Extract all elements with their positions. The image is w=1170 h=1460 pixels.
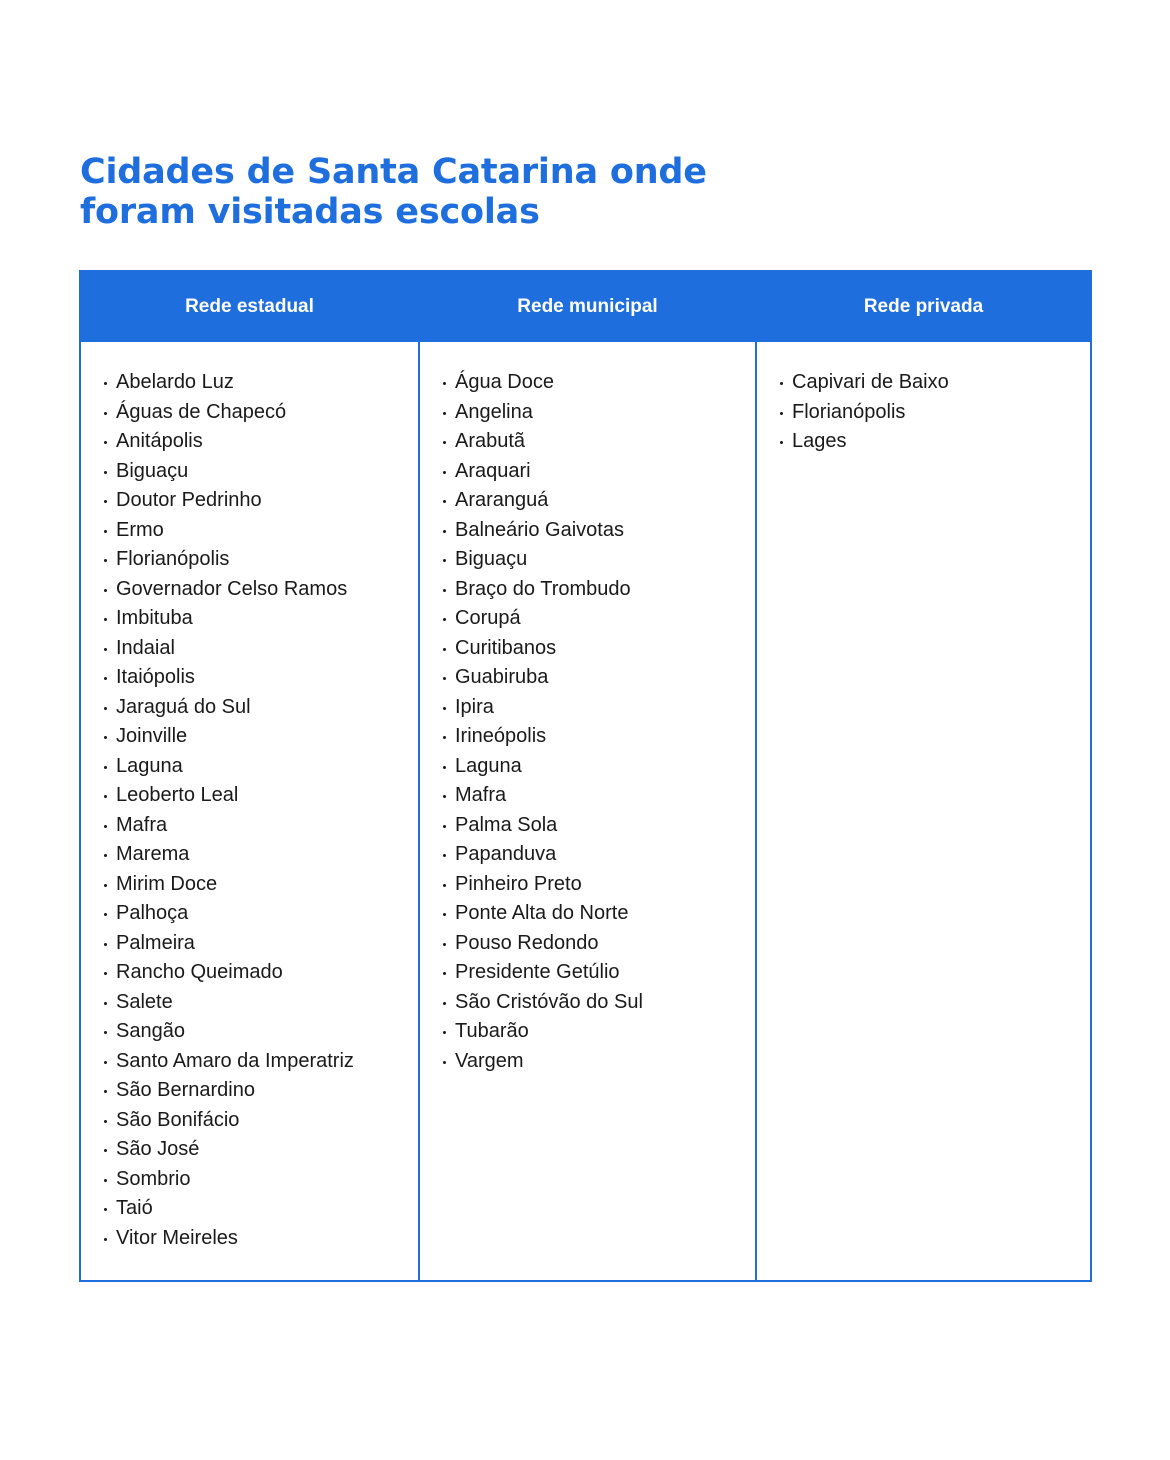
city-list-item: Araranguá xyxy=(440,486,755,516)
city-list-item: Água Doce xyxy=(440,368,755,398)
city-list-item: Arabutã xyxy=(440,427,755,457)
city-list-rede-municipal xyxy=(420,344,755,1076)
city-list-item: Palhoça xyxy=(101,899,418,929)
city-list-item: Papanduva xyxy=(440,840,755,870)
page-title-line-2: foram visitadas escolas xyxy=(80,192,540,232)
city-list-item: Florianópolis xyxy=(777,398,1090,428)
city-list-item: Ipira xyxy=(440,693,755,723)
column-rede-privada xyxy=(755,272,1090,1280)
city-list-item: Braço do Trombudo xyxy=(440,575,755,605)
city-list-item: Mafra xyxy=(101,811,418,841)
city-list-item: Abelardo Luz xyxy=(101,368,418,398)
city-list-item: Irineópolis xyxy=(440,722,755,752)
column-rede-estadual xyxy=(81,272,418,1280)
city-list-item: São Cristóvão do Sul xyxy=(440,988,755,1018)
city-list-item: Capivari de Baixo xyxy=(777,368,1090,398)
page-title-line-1: Cidades de Santa Catarina onde xyxy=(80,152,707,192)
column-header-rede-municipal: Rede municipal xyxy=(420,272,755,344)
city-list-item: Sangão xyxy=(101,1017,418,1047)
city-list-item: Angelina xyxy=(440,398,755,428)
city-list-item: Palma Sola xyxy=(440,811,755,841)
city-list-item: Itaiópolis xyxy=(101,663,418,693)
city-list-item: Guabiruba xyxy=(440,663,755,693)
city-list-item: Imbituba xyxy=(101,604,418,634)
city-list-item: Rancho Queimado xyxy=(101,958,418,988)
city-list-item: Joinville xyxy=(101,722,418,752)
city-list-item: Taió xyxy=(101,1194,418,1224)
city-list-item: Balneário Gaivotas xyxy=(440,516,755,546)
city-list-item: Araquari xyxy=(440,457,755,487)
city-list-rede-estadual xyxy=(81,344,418,1253)
city-list-item: São José xyxy=(101,1135,418,1165)
column-header-rede-privada: Rede privada xyxy=(757,272,1090,344)
city-list-item: Anitápolis xyxy=(101,427,418,457)
city-list-item: Leoberto Leal xyxy=(101,781,418,811)
city-list-item: Sombrio xyxy=(101,1165,418,1195)
city-list-item: Corupá xyxy=(440,604,755,634)
city-list-item: Salete xyxy=(101,988,418,1018)
column-header-rede-estadual: Rede estadual xyxy=(81,272,418,344)
city-list-item: Biguaçu xyxy=(101,457,418,487)
city-list-item: Ponte Alta do Norte xyxy=(440,899,755,929)
city-list-item: São Bonifácio xyxy=(101,1106,418,1136)
city-list-item: Presidente Getúlio xyxy=(440,958,755,988)
page-title xyxy=(80,152,840,232)
city-list-item: Vargem xyxy=(440,1047,755,1077)
city-list-item: Governador Celso Ramos xyxy=(101,575,418,605)
city-list-item: Laguna xyxy=(101,752,418,782)
city-list-item: Pouso Redondo xyxy=(440,929,755,959)
city-list-item: Curitibanos xyxy=(440,634,755,664)
city-list-item: Laguna xyxy=(440,752,755,782)
city-list-item: Ermo xyxy=(101,516,418,546)
city-list-item: São Bernardino xyxy=(101,1076,418,1106)
city-list-item: Águas de Chapecó xyxy=(101,398,418,428)
city-list-item: Marema xyxy=(101,840,418,870)
city-list-item: Tubarão xyxy=(440,1017,755,1047)
cities-table xyxy=(79,270,1092,1282)
city-list-item: Jaraguá do Sul xyxy=(101,693,418,723)
city-list-item: Vitor Meireles xyxy=(101,1224,418,1254)
column-rede-municipal xyxy=(418,272,755,1280)
city-list-item: Santo Amaro da Imperatriz xyxy=(101,1047,418,1077)
city-list-item: Pinheiro Preto xyxy=(440,870,755,900)
city-list-item: Indaial xyxy=(101,634,418,664)
city-list-item: Mafra xyxy=(440,781,755,811)
city-list-item: Mirim Doce xyxy=(101,870,418,900)
city-list-item: Florianópolis xyxy=(101,545,418,575)
city-list-rede-privada xyxy=(757,344,1090,457)
city-list-item: Doutor Pedrinho xyxy=(101,486,418,516)
city-list-item: Palmeira xyxy=(101,929,418,959)
city-list-item: Lages xyxy=(777,427,1090,457)
city-list-item: Biguaçu xyxy=(440,545,755,575)
